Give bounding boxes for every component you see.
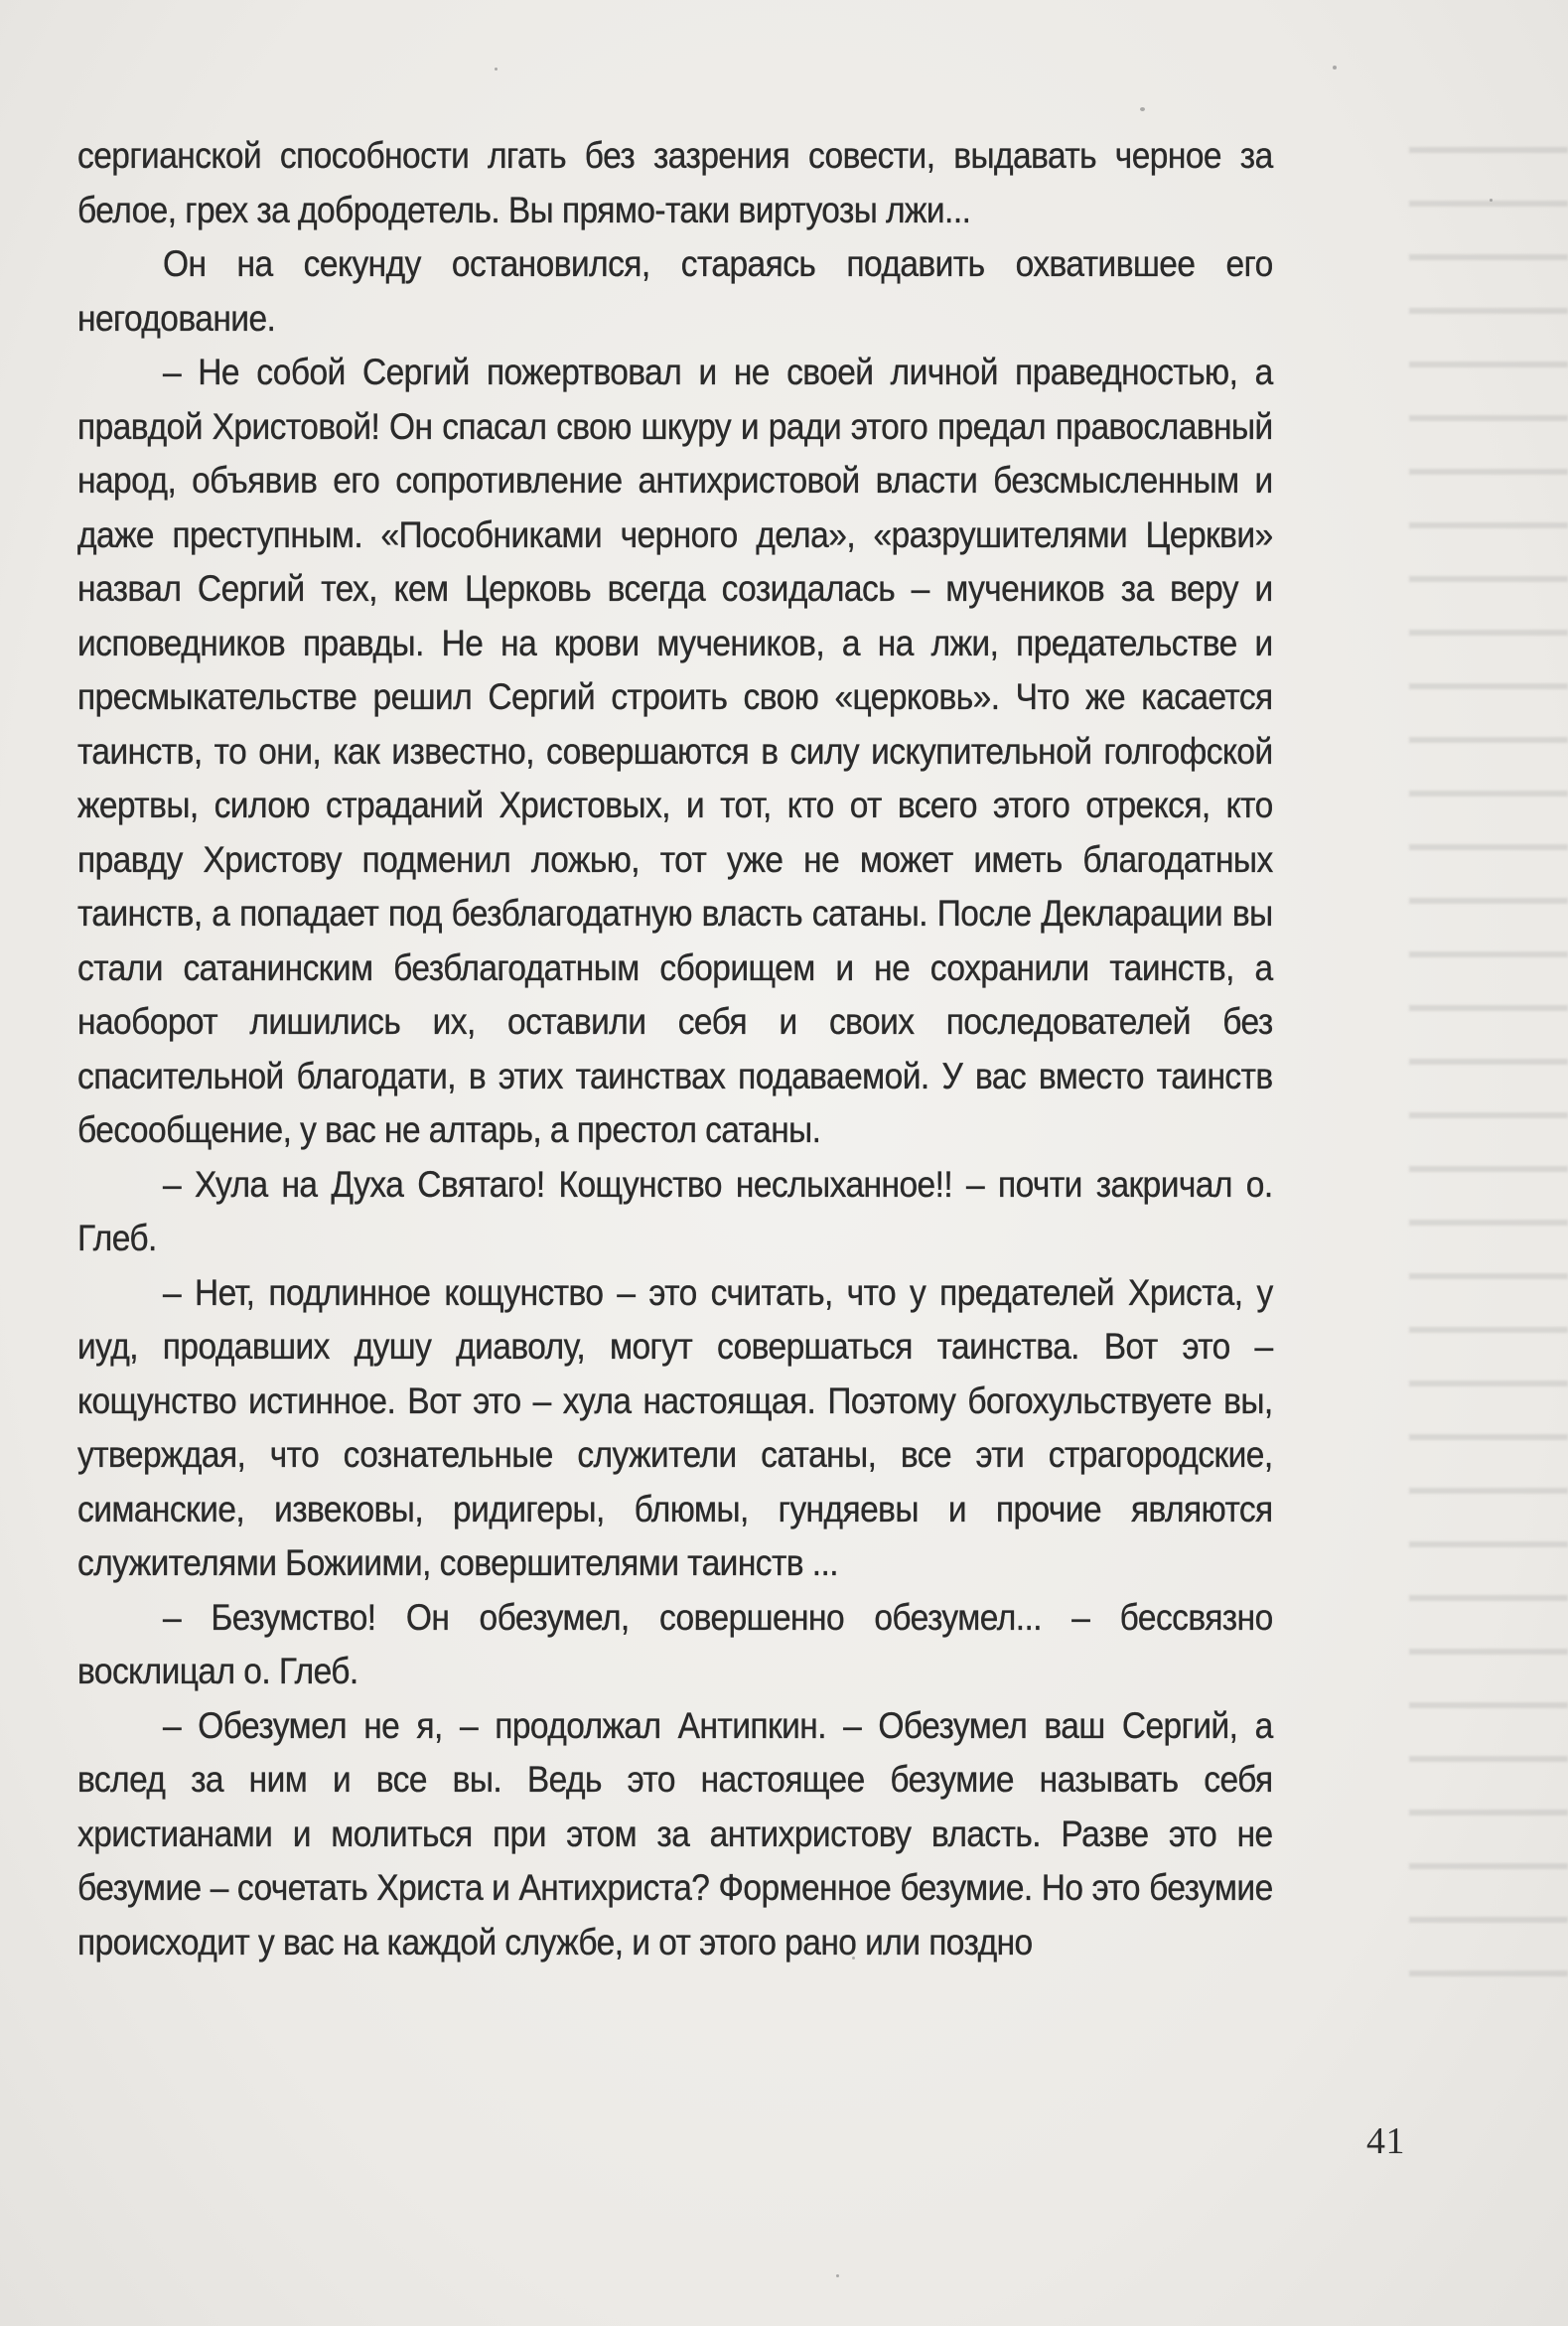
paper-speck xyxy=(1490,199,1493,202)
paper-speck xyxy=(836,2274,839,2277)
paragraph: – Хула на Духа Святаго! Кощунство неслыханное!! – почти закричал о. Глеб. xyxy=(77,1163,1273,1258)
paragraph: – Не собой Сергий пожертвовал и не своей личной праведностью, а правдой Христовой! Он спасал свою шкуру и ради этого предал православный народ, объявив его сопротивление антихристовой власти безсмысленным и даже преступным. «Пособниками черного дела», «разрушителями Церкви» назвал Сергий тех, кем Церковь всегда созидалась – мучеников за веру и исповедников правды. Не на крови мучеников, а на лжи, предательстве и пресмыкательстве решил Сергий строить свою «церковь». Что же касается таинств, то они, как известно, совершаются в силу искупительной голгофской жертвы, силою страданий Христовых, и тот, кто от всего этого отрекся, кто правду Христову подменил ложью, тот уже не может иметь благодатных таинств, а попадает под безблагодатную власть сатаны. После Декларации вы стали сатанинским безблагодатным сборищем и не сохранили таинств, а наоборот лишились их, оставили себя и своих последователей без спасительной благодати, в этих таинствах подаваемой. У вас вместо таинств бесообщение, у вас не алтарь, а престол сатаны. xyxy=(77,352,1273,1150)
paragraph: сергианской способности лгать без зазрения совести, выдавать черное за белое, грех за добродетель. Вы прямо-таки виртуозы лжи... xyxy=(77,135,1273,230)
paragraph: Он на секунду остановился, стараясь подавить охватившее его негодование. xyxy=(77,243,1273,339)
paragraph: – Безумство! Он обезумел, совершенно обезумел... – бессвязно восклицал о. Глеб. xyxy=(77,1596,1273,1691)
paper-speck xyxy=(495,68,498,71)
page-number: 41 xyxy=(1366,2120,1405,2162)
paragraph: – Нет, подлинное кощунство – это считать, что у предателей Христа, у иуд, продавших душу диаволу, могут совершаться таинства. Вот это – кощунство истинное. Вот это – хула настоящая. Поэтому богохульствуете вы, утверждая, что сознательные служители сатаны, все эти страгородские, симанские, извековы, ридигеры, блюмы, гундяевы и прочие являются служителями Божиими, совершителями таинств ... xyxy=(77,1271,1273,1583)
paragraph: – Обезумел не я, – продолжал Антипкин. – Обезумел ваш Сергий, а вслед за ним и все вы. Ведь это настоящее безумие называть себя христианами и молиться при этом за антихристову власть. Разве это не безумие – сочетать Христа и Антихриста? Форменное безумие. Но это безумие происходит у вас на каждой службе, и от этого рано или поздно xyxy=(77,1704,1273,1963)
paper-speck xyxy=(1140,107,1145,111)
body-text xyxy=(77,129,1273,1969)
reverse-side-bleed-through xyxy=(1409,119,1568,2006)
paper-speck xyxy=(1333,66,1337,70)
